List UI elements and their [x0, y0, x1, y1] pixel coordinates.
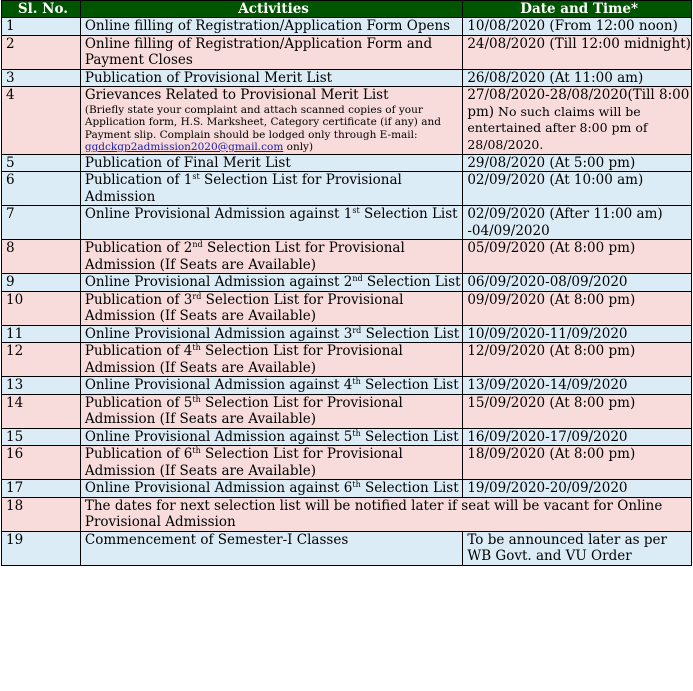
activity-cell — [80, 480, 462, 498]
activity-text: Online Provisional Admission against 6 — [84, 480, 353, 496]
date-cell: 16/09/2020-17/09/2020 — [463, 428, 692, 446]
activity-cell — [80, 428, 462, 446]
sl-no-cell: 6 — [2, 172, 81, 206]
sl-no-cell: 7 — [2, 206, 81, 240]
date-cell: 02/09/2020 (At 10:00 am) — [463, 172, 692, 206]
ordinal-suffix: th — [352, 480, 361, 489]
email-link[interactable]: ggdckgp2admission2020@gmail.com — [84, 141, 284, 153]
sl-no-cell: 1 — [2, 18, 81, 36]
activity-text: Online Provisional Admission against 1 — [84, 206, 353, 222]
sl-no-cell: 4 — [2, 87, 81, 155]
date-cell: To be announced later as per WB Govt. and VU Order — [463, 531, 692, 565]
activity-note-end: only) — [283, 141, 314, 153]
date-cell: 12/09/2020 (At 8:00 pm) — [463, 343, 692, 377]
table-row — [2, 531, 692, 565]
table-row — [2, 480, 692, 498]
ordinal-suffix: th — [192, 446, 201, 455]
sl-no-cell: 8 — [2, 240, 81, 274]
sl-no-cell: 16 — [2, 446, 81, 480]
activity-cell — [80, 240, 462, 274]
activity-note-text: (Briefly state your complaint and attach scanned copies of your Application form, H.S. Marksheet, Category certificate (if any) and Payment slip. Complain should be lodged only through E-mail: — [84, 103, 441, 141]
ordinal-suffix: th — [352, 428, 361, 438]
sl-no-cell: 9 — [2, 274, 81, 292]
activity-title: Grievances Related to Provisional Merit List — [84, 87, 389, 103]
ordinal-suffix: rd — [192, 291, 202, 301]
table-row — [2, 172, 692, 206]
activity-cell — [80, 394, 462, 428]
activity-cell-wide: The dates for next selection list will be notified later if seat will be vacant for Online Provisional Admission — [80, 497, 691, 531]
sl-no-cell: 13 — [2, 377, 81, 395]
activity-text: Publication of 1 — [84, 172, 193, 188]
ordinal-suffix: nd — [352, 274, 363, 283]
table-row — [2, 291, 692, 325]
table-row — [2, 343, 692, 377]
sl-no-cell: 5 — [2, 154, 81, 172]
sl-no-cell: 18 — [2, 497, 81, 531]
ordinal-suffix: rd — [352, 325, 362, 335]
table-header-row — [2, 1, 692, 18]
activity-text-rest: Selection List — [360, 428, 459, 445]
date-cell: 06/09/2020-08/09/2020 — [463, 274, 692, 292]
activity-text-rest: Selection List — [360, 377, 459, 393]
activity-text-rest: Selection List for Provisional Admission (If Seats are Available) — [84, 394, 403, 427]
date-cell: 24/08/2020 (Till 12:00 midnight) — [463, 35, 692, 69]
header-date-time: Date and Time* — [463, 1, 692, 18]
activity-text-rest: Selection List for Provisional Admission (If Seats are Available) — [84, 343, 403, 376]
activity-text: Publication of 5 — [84, 394, 193, 411]
sl-no-cell: 19 — [2, 531, 81, 565]
admission-schedule-table — [1, 0, 692, 566]
date-cell: 13/09/2020-14/09/2020 — [463, 377, 692, 395]
date-cell: 29/08/2020 (At 5:00 pm) — [463, 154, 692, 172]
activity-cell — [80, 87, 462, 155]
table-row — [2, 18, 692, 36]
ordinal-suffix: th — [352, 377, 361, 386]
activity-cell: Commencement of Semester-I Classes — [80, 531, 462, 565]
date-cell: 10/09/2020-11/09/2020 — [463, 325, 692, 343]
table-row — [2, 394, 692, 428]
table-row — [2, 240, 692, 274]
table-row — [2, 428, 692, 446]
activity-text-rest: Selection List — [361, 325, 460, 342]
sl-no-cell: 11 — [2, 325, 81, 343]
table-row — [2, 69, 692, 87]
activity-cell — [80, 325, 462, 343]
table-row — [2, 87, 692, 155]
sl-no-cell: 15 — [2, 428, 81, 446]
activity-cell — [80, 291, 462, 325]
activity-text: Publication of 2 — [84, 240, 193, 256]
table-row — [2, 274, 692, 292]
table-row — [2, 35, 692, 69]
sl-no-cell: 3 — [2, 69, 81, 87]
activity-cell — [80, 206, 462, 240]
ordinal-suffix: th — [192, 343, 201, 352]
activity-text: Publication of 6 — [84, 446, 193, 462]
activity-text-rest: Selection List for Provisional Admission (If Seats are Available) — [84, 291, 404, 324]
activity-text: Online Provisional Admission against 4 — [84, 377, 353, 393]
date-text: 27/08/2020-28/08/2020(Till 8:00 pm) — [467, 87, 690, 120]
activity-text: Online Provisional Admission against 5 — [84, 428, 353, 445]
table-row — [2, 377, 692, 395]
activity-note — [85, 104, 462, 154]
table-row — [2, 497, 692, 531]
date-cell: 26/08/2020 (At 11:00 am) — [463, 69, 692, 87]
activity-cell: Online filling of Registration/Application Form Opens — [80, 18, 462, 36]
sl-no-cell: 10 — [2, 291, 81, 325]
date-cell: 05/09/2020 (At 8:00 pm) — [463, 240, 692, 274]
activity-text: Online Provisional Admission against 3 — [84, 325, 353, 342]
sl-no-cell: 14 — [2, 394, 81, 428]
date-note: No such claims will be entertained after 8:00 pm of 28/08/2020. — [467, 103, 648, 152]
activity-text: Publication of 3 — [84, 291, 193, 308]
activity-cell — [80, 172, 462, 206]
activity-text: Online Provisional Admission against 2 — [84, 274, 353, 290]
date-cell: 10/08/2020 (From 12:00 noon) — [463, 18, 692, 36]
activity-cell — [80, 343, 462, 377]
activity-cell — [80, 274, 462, 292]
date-cell: 09/09/2020 (At 8:00 pm) — [463, 291, 692, 325]
activity-text-rest: Selection List for Provisional Admission — [84, 172, 402, 205]
header-sl-no: Sl. No. — [2, 1, 81, 18]
table-row — [2, 154, 692, 172]
date-cell — [463, 87, 692, 155]
ordinal-suffix: st — [192, 172, 200, 181]
activity-cell: Publication of Provisional Merit List — [80, 69, 462, 87]
table-row — [2, 206, 692, 240]
activity-text-rest: Selection List — [359, 206, 458, 222]
activity-cell — [80, 446, 462, 480]
ordinal-suffix: nd — [192, 240, 203, 249]
activity-cell — [80, 377, 462, 395]
activity-text-rest: Selection List for Provisional Admission (If Seats are Available) — [84, 446, 403, 479]
activity-text: Publication of 4 — [84, 343, 193, 359]
activity-text-rest: Selection List — [360, 480, 459, 496]
sl-no-cell: 12 — [2, 343, 81, 377]
activity-text-rest: Selection List — [362, 274, 461, 290]
sl-no-cell: 17 — [2, 480, 81, 498]
date-cell: 02/09/2020 (After 11:00 am) -04/09/2020 — [463, 206, 692, 240]
date-cell: 15/09/2020 (At 8:00 pm) — [463, 394, 692, 428]
ordinal-suffix: th — [192, 394, 201, 404]
activity-cell: Publication of Final Merit List — [80, 154, 462, 172]
date-cell: 18/09/2020 (At 8:00 pm) — [463, 446, 692, 480]
table-row — [2, 325, 692, 343]
date-cell: 19/09/2020-20/09/2020 — [463, 480, 692, 498]
sl-no-cell: 2 — [2, 35, 81, 69]
table-row — [2, 446, 692, 480]
ordinal-suffix: st — [352, 206, 360, 215]
activity-text-rest: Selection List for Provisional Admission (If Seats are Available) — [84, 240, 405, 273]
header-activities: Activities — [80, 1, 462, 18]
activity-cell: Online filling of Registration/Application Form and Payment Closes — [80, 35, 462, 69]
